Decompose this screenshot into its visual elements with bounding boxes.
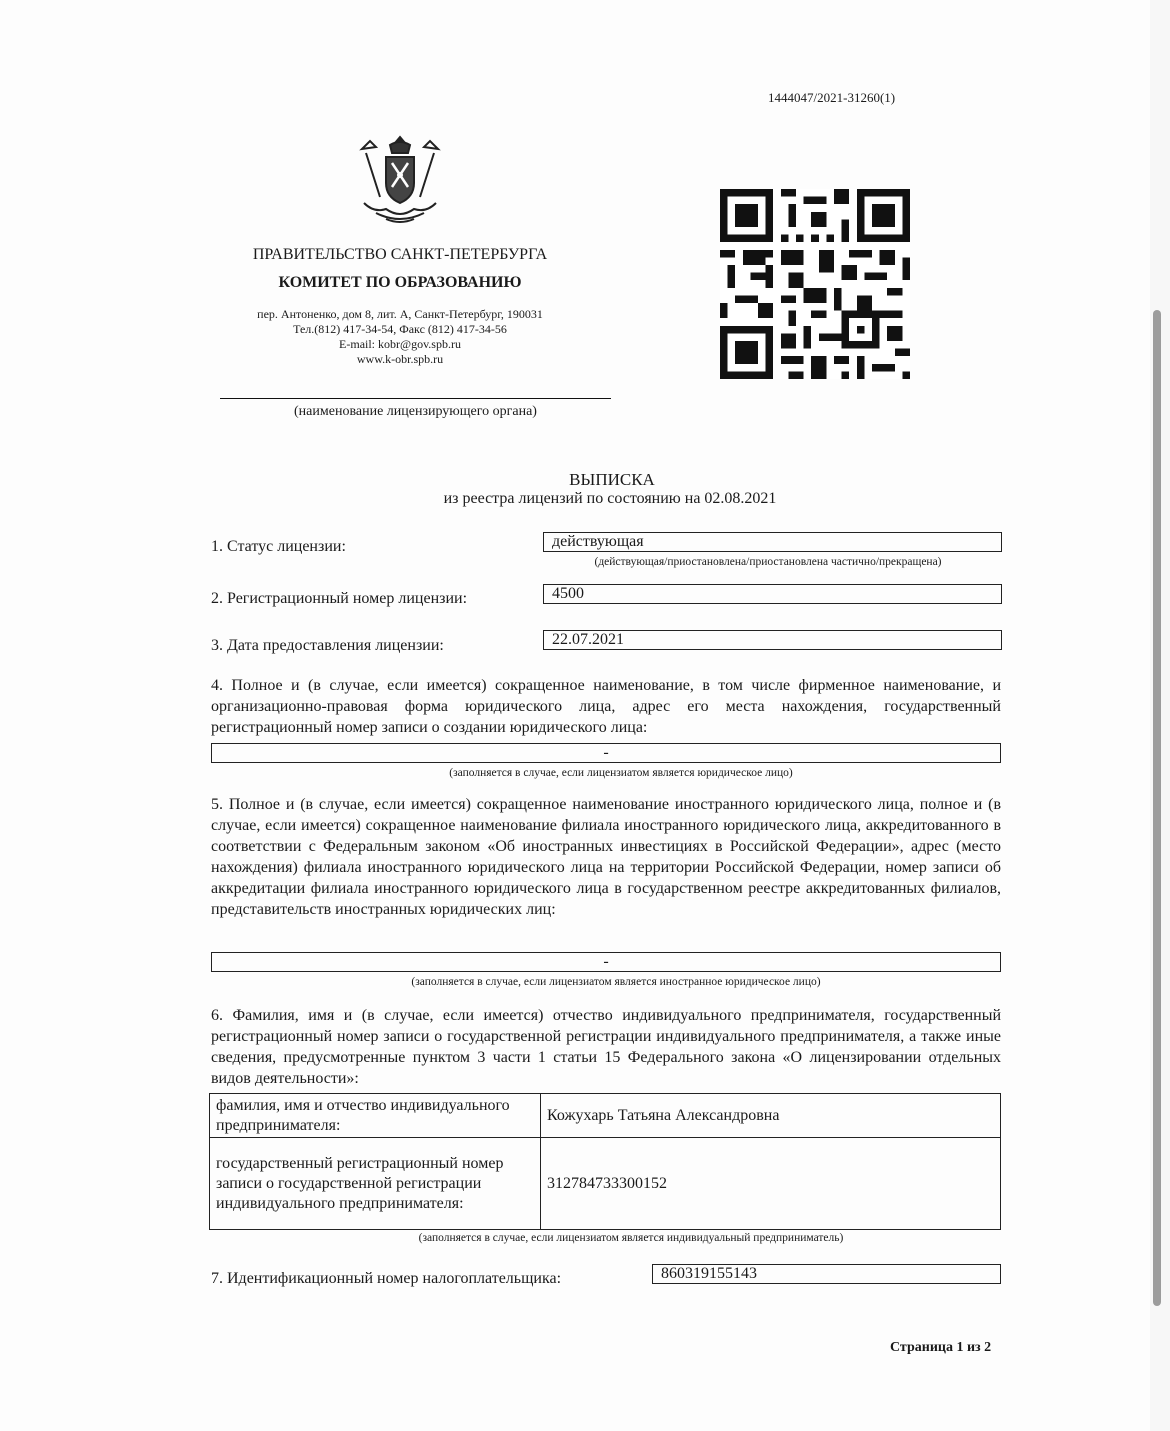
regnum-label: 2. Регистрационный номер лицензии: [211,590,468,607]
coat-of-arms-emblem [356,133,444,225]
qr-code [720,188,910,380]
item5-note: (заполняется в случае, если лицензиатом является иностранное юридическое лицо) [411,976,821,988]
page-current: 1 [956,1340,964,1355]
inn-label: 7. Идентификационный номер налогоплательщика: [211,1270,562,1287]
regnum-value: 4500 [543,584,1002,604]
entrepreneur-ogrnip-value: 312784733300152 [541,1138,1001,1230]
item4-note: (заполняется в случае, если лицензиатом является юридическое лицо) [449,767,793,779]
status-label: 1. Статус лицензии: [211,538,346,555]
status-value: действующая [543,532,1002,552]
entrepreneur-name-label: фамилия, имя и отчество индивидуального предпринимателя: [210,1094,541,1138]
item6-text: 6. Фамилия, имя и (в случае, если имеется) отчество индивидуального предпринимателя, государственный регистрационный номер записи о государственной регистрации индивидуального предпринимателя, а также иные сведения, предусмотренные пунктом 3 части 1 статьи 15 Федерального закона «О лицензировании отдельных видов деятельности»: [211,1007,1001,1087]
email-line: E-mail: kobr@gov.spb.ru [339,337,461,351]
item5-value: - [211,952,1001,972]
status-note: (действующая/приостановлена/приостановлена частично/прекращена) [594,556,942,568]
item4-text: 4. Полное и (в случае, если имеется) сокращенное наименование, в том числе фирменное наименование, и организационно-правовая форма юридического лица, адрес его места нахождения, государственный регистрационный номер записи о создании юридического лица: [211,677,1001,736]
date-label: 3. Дата предоставления лицензии: [211,637,444,654]
document-subtitle: из реестра лицензий по состоянию на 02.08.2021 [443,490,777,507]
entrepreneur-name-value: Кожухарь Татьяна Александровна [541,1094,1001,1138]
org-name-line [220,398,611,399]
item4-value: - [211,743,1001,763]
address-line: пер. Антоненко, дом 8, лит. А, Санкт-Петербург, 190031 [257,307,543,321]
page-counter [890,1340,991,1356]
entrepreneur-table [209,1093,1001,1230]
committee-contacts [200,307,600,367]
item6-note: (заполняется в случае, если лицензиатом является индивидуальный предприниматель) [418,1232,844,1244]
date-value: 22.07.2021 [543,630,1002,650]
committee-name: КОМИТЕТ ПО ОБРАЗОВАНИЮ [278,274,522,291]
table-row [210,1138,1001,1230]
table-row [210,1094,1001,1138]
website-line: www.k-obr.spb.ru [356,352,444,366]
document-number: 1444047/2021-31260(1) [768,90,896,105]
item5-text: 5. Полное и (в случае, если имеется) сокращенное наименование иностранного юридического лица, полное и (в случае, если имеется) сокращенное наименование филиала иностранного юридического лица, аккредитованного в соответствии с Федеральным законом «Об иностранных инвестициях в Российской Федерации», адрес (место нахождения) филиала иностранного юридического лица на территории Российской Федерации, номер записи об аккредитации филиала иностранного юридического лица в государственном реестре аккредитованных филиалов, представительств иностранных юридических лиц: [211,796,1001,918]
page-total: 2 [984,1340,992,1355]
phone-line: Тел.(812) 417-34-54, Факс (812) 417-34-56 [293,322,507,336]
entrepreneur-ogrnip-label: государственный регистрационный номер записи о государственной регистрации индивидуального предпринимателя: [210,1138,541,1230]
org-name-caption: (наименование лицензирующего органа) [294,404,537,419]
inn-value: 860319155143 [652,1264,1001,1284]
document-title: ВЫПИСКА [569,470,655,489]
page-word: Страница [890,1340,953,1355]
of-word: из [966,1340,981,1355]
government-name: ПРАВИТЕЛЬСТВО САНКТ-ПЕТЕРБУРГА [252,246,548,263]
scrollbar[interactable] [1153,310,1161,1306]
